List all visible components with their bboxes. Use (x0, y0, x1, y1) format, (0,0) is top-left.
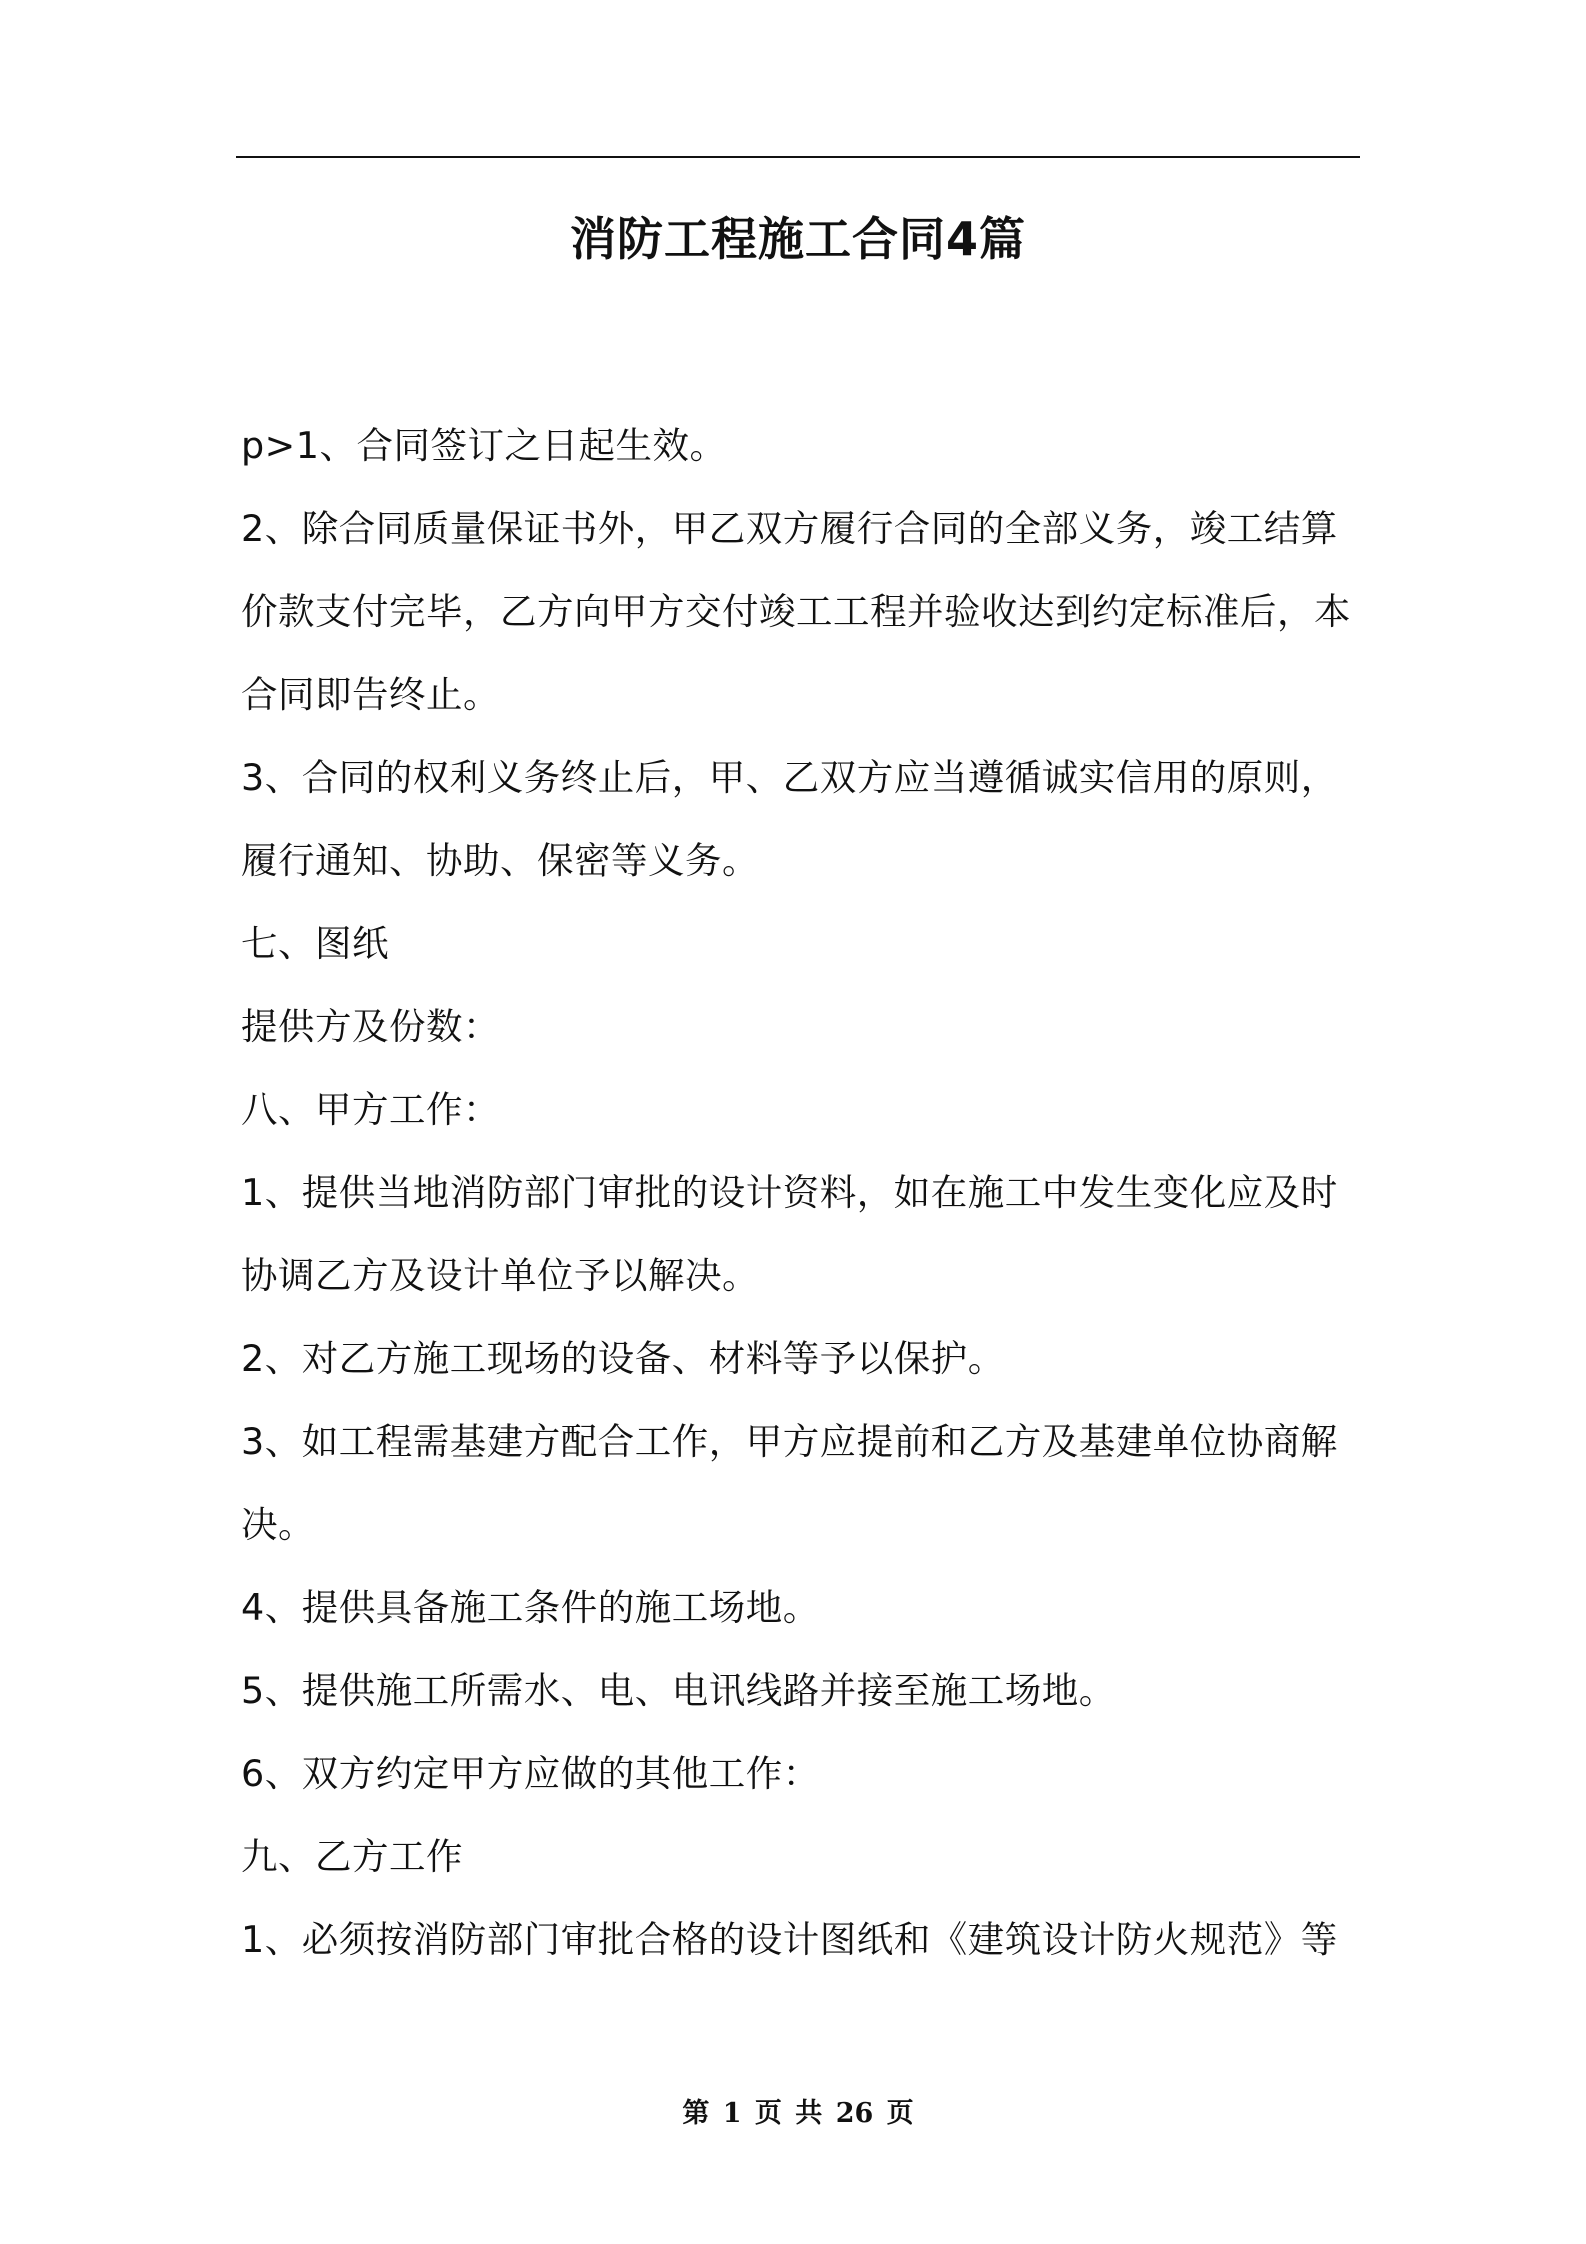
section-heading: 七、图纸 (241, 922, 389, 965)
document-title: 消防工程施工合同4篇 (569, 212, 1026, 266)
page-number-footer: 第 1 页 共 26 页 (682, 2098, 914, 2129)
body-line: 4、提供具备施工条件的施工场地。 (241, 1586, 820, 1629)
body-line: 5、提供施工所需水、电、电讯线路并接至施工场地。 (241, 1669, 1116, 1712)
body-line: 提供方及份数： (241, 1005, 500, 1048)
body-line: 3、合同的权利义务终止后，甲、乙双方应当遵循诚实信用的原则， (241, 756, 1338, 799)
body-line: 2、对乙方施工现场的设备、材料等予以保护。 (241, 1337, 1005, 1380)
body-line: 决。 (241, 1503, 315, 1546)
body-line: 1、提供当地消防部门审批的设计资料，如在施工中发生变化应及时 (241, 1171, 1338, 1214)
body-line: 6、双方约定甲方应做的其他工作： (241, 1752, 820, 1795)
body-line: 2、除合同质量保证书外，甲乙双方履行合同的全部义务，竣工结算 (241, 507, 1338, 550)
header-rule (236, 156, 1360, 158)
body-line: 履行通知、协助、保密等义务。 (241, 839, 759, 882)
body-line: 合同即告终止。 (241, 673, 500, 716)
body-line: p>1、合同签订之日起生效。 (241, 424, 727, 467)
section-heading: 八、甲方工作： (241, 1088, 500, 1131)
section-heading: 九、乙方工作 (241, 1835, 463, 1878)
document-body (241, 404, 1365, 1981)
body-line: 价款支付完毕，乙方向甲方交付竣工工程并验收达到约定标准后，本 (241, 590, 1351, 633)
body-line: 协调乙方及设计单位予以解决。 (241, 1254, 759, 1297)
body-line: 1、必须按消防部门审批合格的设计图纸和《建筑设计防火规范》等 (241, 1918, 1338, 1961)
body-line: 3、如工程需基建方配合工作，甲方应提前和乙方及基建单位协商解 (241, 1420, 1338, 1463)
